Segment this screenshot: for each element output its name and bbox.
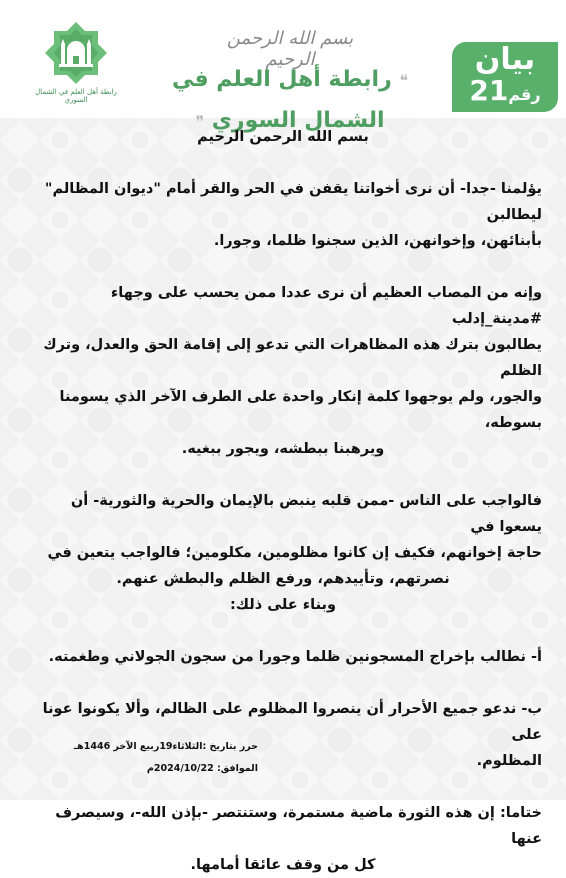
header	[0, 0, 566, 133]
paragraph-1-line-2: بأبنائهن، وإخوانهن، الذين سجنوا ظلما، وجورا.	[213, 233, 542, 249]
date-hijri: حرر بتاريخ :الثلاثاء19ربيع الآخر 1446هـ	[73, 741, 258, 752]
badge-number: 21	[469, 74, 509, 107]
closing-line-1: ختاما: إن هذه الثورة ماضية مستمرة، وستنتصر -بإذن الله-، وسيصرف عنها	[55, 805, 542, 847]
mosque-logo-icon	[43, 20, 109, 86]
closing-line-2: كل من وقف عائقا أمامها.	[190, 857, 376, 873]
date-gregorian: الموافق: 2024/10/22م	[146, 763, 258, 774]
ornament-quote-open-icon: ❝	[399, 71, 409, 90]
org-name	[150, 60, 430, 133]
paragraph-2-line-4: ويرهبنا ببطشه، ويجور ببغيه.	[181, 441, 385, 457]
badge-title: بيان	[474, 42, 536, 77]
logo-caption: رابطة أهل العلم في الشمال السوري	[35, 88, 117, 104]
basmala-calligraphy: بسم الله الرحمن الرحيم	[226, 28, 354, 70]
org-logo	[26, 20, 126, 116]
paragraph-3-line-4: وبناء على ذلك:	[229, 597, 336, 613]
org-name-text: رابطة أهل العلم في الشمال السوري	[171, 67, 392, 133]
paragraph-2-line-3: والجور، ولم يوجهوا كلمة إنكار واحدة على الطرف الآخر الذي يسومنا بسوطه،	[59, 389, 542, 431]
statement-badge	[452, 42, 558, 112]
demand-item-a: أ- نطالب بإخراج المسجونين ظلما وجورا من سجون الجولاني وطغمته.	[48, 649, 542, 665]
paragraph-2-line-1: وإنه من المصاب العظيم أن نرى عددا ممن يحسب على وجهاء #مدينة_إدلب	[110, 285, 542, 327]
date-footer	[18, 736, 258, 780]
paragraph-3-line-2: حاجة إخوانهم، فكيف إن كانوا مظلومين، مكلومين؛ فالواجب يتعين في	[47, 545, 542, 561]
demand-item-b-line-1: ب- ندعو جميع الأحرار أن ينصروا المظلوم على الظالم، وألا يكونوا عونا على	[42, 701, 542, 743]
paragraph-3-line-3: نصرتهم، وتأييدهم، ورفع الظلم والبطش عنهم.	[116, 571, 450, 587]
paragraph-2-line-2: يطالبون بترك هذه المظاهرات التي تدعو إلى إقامة الحق والعدل، وترك الظلم	[43, 337, 542, 379]
paragraph-1-line-1: يؤلمنا -جدا- أن نرى أخواتنا يقفن في الحر والقر أمام "ديوان المظالم" ليطالبن	[44, 181, 542, 223]
badge-label: رقم	[508, 85, 541, 104]
basmala: بسم الله الرحمن الرحيم	[197, 129, 369, 145]
demand-item-b-line-2: المظلوم.	[476, 753, 542, 769]
paragraph-3-line-1: فالواجب على الناس -ممن قلبه ينبض بالإيمان والحرية والثورية- أن يسعوا في	[70, 493, 542, 535]
badge-number-row	[452, 76, 558, 110]
ornament-quote-close-icon: ❞	[195, 112, 205, 131]
